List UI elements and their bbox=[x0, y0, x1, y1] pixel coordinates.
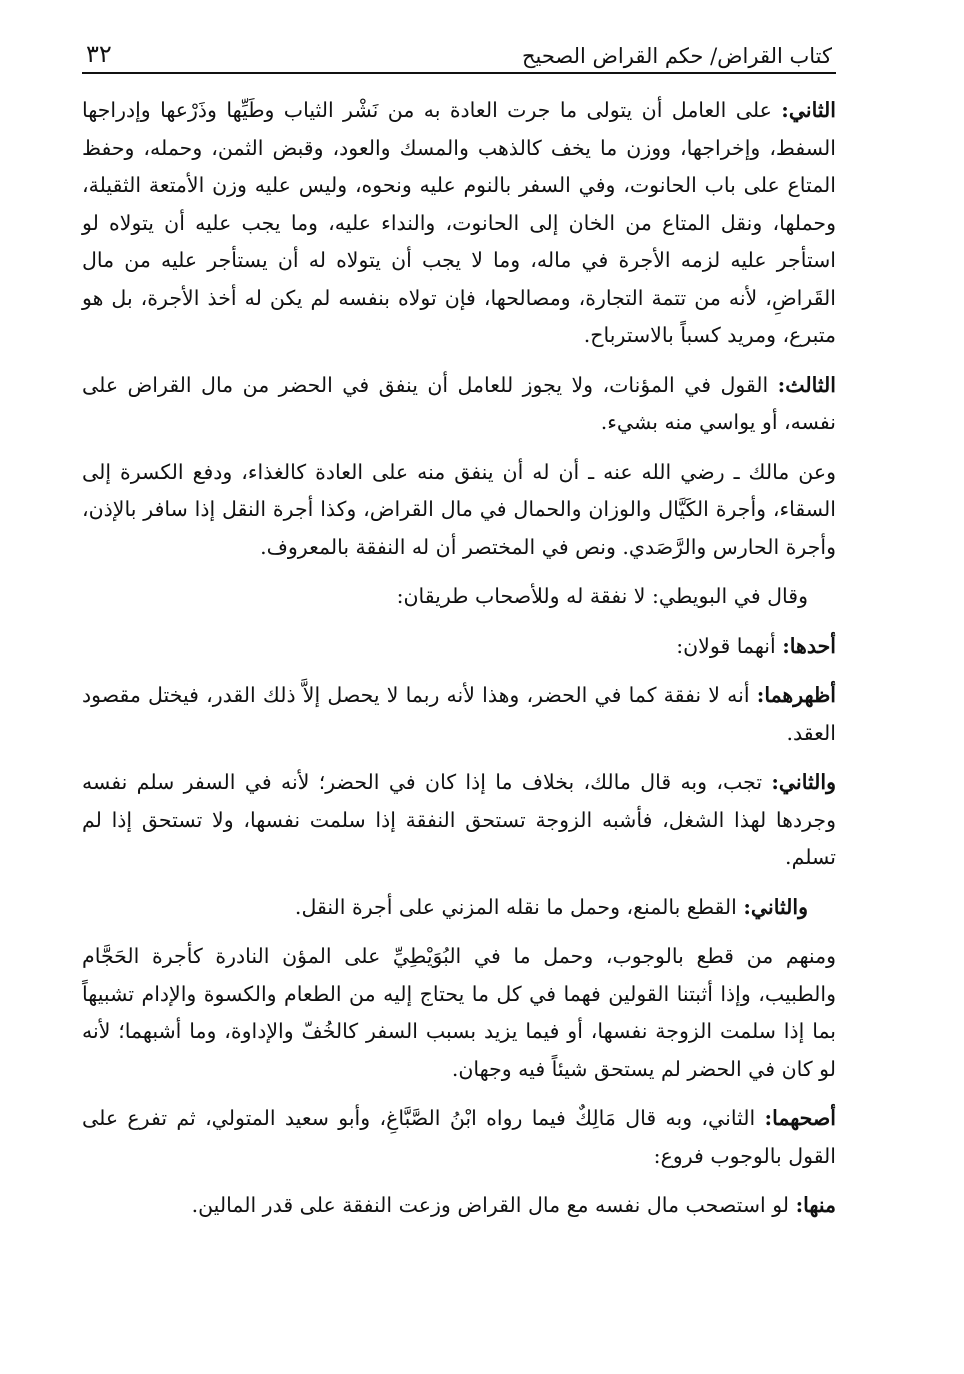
paragraph-lead: أحدها: bbox=[782, 633, 836, 658]
paragraph-lead: الثالث: bbox=[777, 372, 836, 397]
paragraph-lead: والثاني: bbox=[743, 894, 808, 919]
paragraph-text: القطع بالمنع، وحمل ما نقله المزني على أجرة النقل. bbox=[294, 894, 744, 919]
paragraph-text: أنه لا نفقة كما في الحضر، وهذا لأنه ربما لا يحصل إلاَّ ذلك القدر، فيختل مقصود العقد. bbox=[82, 683, 836, 745]
paragraph bbox=[82, 367, 836, 442]
paragraph-text: على العامل أن يتولى ما جرت العادة به من نَشْر الثياب وطَيِّها وذَرْعها وإدراجها السفط، وإخراجها، ووزن ما يخف كالذهب والمسك والعود، وقبض الثمن، وحمله، وحفظ المتاع على باب الحانوت، وفي السفر بالنوم عليه ونحوه، وليس عليه وزن الأمتعة الثقيلة، وحملها، ونقل المتاع من الخان إلى الحانوت، والنداء عليه، وما يجب عليه أن يتولاه لو استأجر عليه لزمه الأجرة في ماله، وما لا يجب أن يتولاه له أن يستأجر عليه من مال القَراضِ، لأنه من تتمة التجارة، ومصالحها، فإن تولاه بنفسه لم يكن له أخذ الأجرة، بل هو متبرع، ومريد كسباً بالاسترباح. bbox=[82, 98, 836, 347]
paragraph-lead: منها: bbox=[795, 1193, 836, 1217]
paragraph-text: أنهما قولان: bbox=[676, 633, 783, 658]
paragraph-text: الثاني، وبه قال مَالِكٌ فيما رواه ابْنُ الصَّبَّاغِ، وأبو سعيد المتولي، ثم تفرع على القول بالوجوب فروع: bbox=[82, 1106, 836, 1168]
paragraph-text: وقال في البويطي: لا نفقة له وللأصحاب طريقان: bbox=[396, 584, 808, 608]
paragraph-text: تجب، وبه قال مالك، بخلاف ما إذا كان في الحضر؛ لأنه في السفر سلم نفسه وجردها لهذا الشغل، فأشبه الزوجة تستحق النفقة إذا سلمت نفسها، ولا تستحق إذا لم تسلم. bbox=[82, 770, 836, 869]
paragraph-lead: والثاني: bbox=[771, 770, 836, 794]
paragraph bbox=[82, 677, 836, 752]
book-page bbox=[82, 34, 836, 1237]
paragraph bbox=[82, 764, 836, 877]
page-number: ٣٢ bbox=[86, 40, 112, 68]
paragraph bbox=[82, 1100, 836, 1175]
paragraph-text: ومنهم من قطع بالوجوب، وحمل ما في البُوَيْطِيِّ على المؤن النادرة كأجرة الحَجَّام والطبيب، وإذا أثبتنا القولين فهما في كل ما يحتاج إليه من الطعام والكسوة والإدام تشبيهاً بما إذا سلمت الزوجة نفسها، أو فيما يزيد بسبب السفر كالخُفّ والإداوة، وما أشبهما؛ لأنه لو كان في الحضر لم يستحق شيئاً فيه وجهان. bbox=[82, 944, 836, 1081]
paragraph-text: لو استصحب مال نفسه مع مال القراض وزعت النفقة على قدر المالين. bbox=[191, 1193, 796, 1217]
paragraph-text: القول في المؤنات، ولا يجوز للعامل أن ينفق في الحضر من مال القراض على نفسه، أو يواسي منه بشيء. bbox=[82, 372, 836, 434]
running-title: كتاب القراض/ حكم القراض الصحيح bbox=[521, 44, 832, 68]
paragraph bbox=[82, 578, 836, 616]
paragraph bbox=[82, 628, 836, 666]
page-header bbox=[82, 34, 836, 74]
paragraph-lead: الثاني: bbox=[781, 98, 836, 122]
paragraph-lead: أظهرهما: bbox=[756, 683, 836, 707]
page-body bbox=[82, 92, 836, 1225]
paragraph-lead: أصحهما: bbox=[764, 1106, 836, 1130]
paragraph bbox=[82, 92, 836, 355]
paragraph bbox=[82, 889, 836, 927]
paragraph bbox=[82, 938, 836, 1088]
paragraph bbox=[82, 1187, 836, 1225]
paragraph-text: وعن مالك ـ رضي الله عنه ـ أن له أن ينفق منه على العادة كالغذاء، ودفع الكسرة إلى السقاء، وأجرة الكَيَّال والوزان والحمال في مال القراض، وكذا أجرة النقل إذا سافر بالإذن، وأجرة الحارس والرَّصَدي. ونص في المختصر أن له النفقة بالمعروف. bbox=[82, 459, 836, 559]
paragraph bbox=[82, 454, 836, 567]
